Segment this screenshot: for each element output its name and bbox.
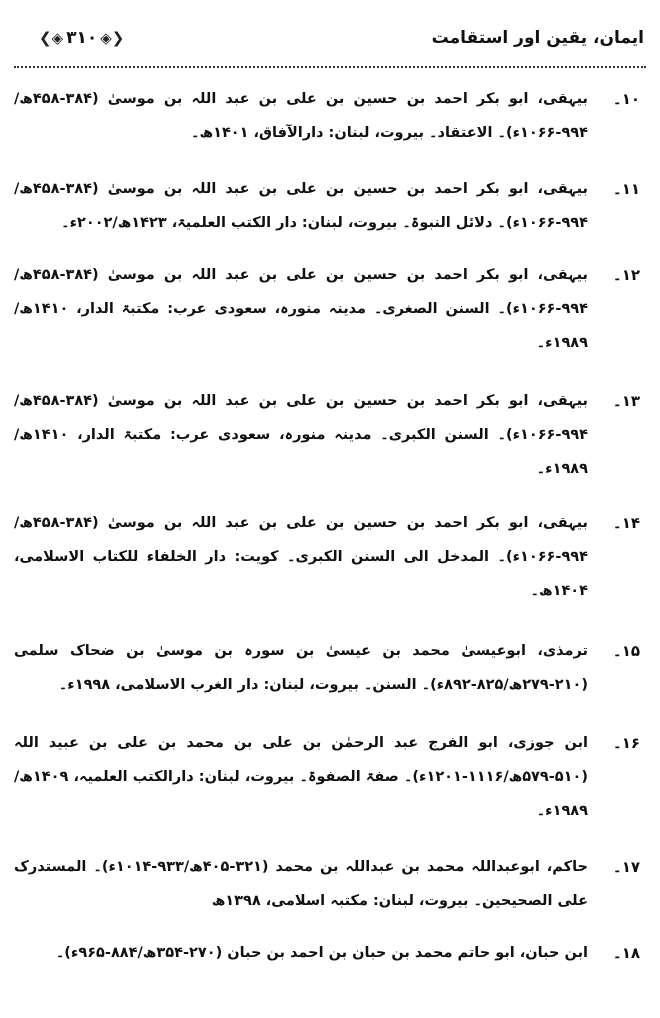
- ornate-bracket-icon: ◈❯: [39, 29, 64, 47]
- entry-text: حاکم، ابوعبداللہ محمد بن عبداللہ بن محمد (۳۲۱-۴۰۵ھ/۹۳۳-۱۰۱۴ء)۔ المستدرک علی الصحیحین۔ بیروت، لبنان: مکتبہ اسلامی، ۱۳۹۸ھ: [14, 859, 588, 909]
- bibliography-entry: [14, 936, 646, 970]
- page-number-block: [36, 28, 127, 48]
- bibliography-entry: [14, 726, 646, 850]
- entry-text: ترمذی، ابوعیسیٰ محمد بن عیسیٰ بن سورہ بن موسیٰ بن ضحاک سلمی (۲۱۰-۲۷۹ھ/۸۲۵-۸۹۲ء)۔ السنن۔ بیروت، لبنان: دار الغرب الاسلامی، ۱۹۹۸ء۔: [14, 643, 588, 693]
- header-divider: [14, 66, 646, 68]
- entry-text: بیہقی، ابو بکر احمد بن حسین بن علی بن عبد اللہ بن موسیٰ (۳۸۴-۴۵۸ھ/۹۹۴-۱۰۶۶ء)۔ السنن الصغری۔ مدینہ منورہ، سعودی عرب: مکتبۃ الدار، ۱۴۱۰ھ/۱۹۸۹ء۔: [14, 267, 588, 351]
- entry-number: ۱۲۔: [612, 266, 640, 284]
- bibliography-entry: [14, 506, 646, 634]
- bibliography-entry: [14, 82, 646, 172]
- bibliography-entry: [14, 384, 646, 506]
- entry-number: ۱۸۔: [612, 944, 640, 962]
- page-number: ۳۱۰: [66, 28, 98, 48]
- entry-text: بیہقی، ابو بکر احمد بن حسین بن علی بن عبد اللہ بن موسیٰ (۳۸۴-۴۵۸ھ/۹۹۴-۱۰۶۶ء)۔ المدخل الی السنن الکبری۔ کویت: دار الخلفاء للکتاب الاسلامی، ۱۴۰۴ھ۔: [14, 515, 588, 599]
- entry-number: ۱۰۔: [612, 90, 640, 108]
- bibliography-entry: [14, 634, 646, 726]
- bibliography-entry: [14, 850, 646, 936]
- bibliography-entry: [14, 172, 646, 258]
- entry-number: ۱۴۔: [612, 514, 640, 532]
- bibliography-list: [14, 82, 646, 970]
- entry-text: ابن حبان، ابو حاتم محمد بن حبان بن احمد بن حبان (۲۷۰-۳۵۴ھ/۸۸۴-۹۶۵ء)۔: [55, 945, 588, 961]
- entry-number: ۱۶۔: [612, 734, 640, 752]
- entry-number: ۱۵۔: [612, 642, 640, 660]
- bibliography-entry: [14, 258, 646, 384]
- book-title: ایمان، یقین اور استقامت: [431, 28, 644, 48]
- entry-number: ۱۳۔: [612, 392, 640, 410]
- entry-number: ۱۱۔: [612, 180, 640, 198]
- ornate-bracket-icon: ❮◈: [100, 29, 125, 47]
- entry-text: ابن جوزی، ابو الفرج عبد الرحمٰن بن علی بن محمد بن علی بن عبید اللہ (۵۱۰-۵۷۹ھ/۱۱۱۶-۱۲۰۱ء)۔ صفۃ الصفوۃ۔ بیروت، لبنان: دارالکتب العلمیہ، ۱۴۰۹ھ/۱۹۸۹ء۔: [14, 735, 588, 819]
- page-header: [12, 24, 646, 64]
- entry-number: ۱۷۔: [612, 858, 640, 876]
- entry-text: بیہقی، ابو بکر احمد بن حسین بن علی بن عبد اللہ بن موسیٰ (۳۸۴-۴۵۸ھ/۹۹۴-۱۰۶۶ء)۔ السنن الکبری۔ مدینہ منورہ، سعودی عرب: مکتبۃ الدار، ۱۴۱۰ھ/۱۹۸۹ء۔: [14, 393, 588, 477]
- entry-text: بیہقی، ابو بکر احمد بن حسین بن علی بن عبد اللہ بن موسیٰ (۳۸۴-۴۵۸ھ/۹۹۴-۱۰۶۶ء)۔ الاعتقاد۔ بیروت، لبنان: دارالآفاق، ۱۴۰۱ھ۔: [14, 91, 588, 141]
- entry-text: بیہقی، ابو بکر احمد بن حسین بن علی بن عبد اللہ بن موسیٰ (۳۸۴-۴۵۸ھ/۹۹۴-۱۰۶۶ء)۔ دلائل النبوۃ۔ بیروت، لبنان: دار الکتب العلمیۃ، ۱۴۲۳ھ/۲۰۰۲ء۔: [14, 181, 588, 231]
